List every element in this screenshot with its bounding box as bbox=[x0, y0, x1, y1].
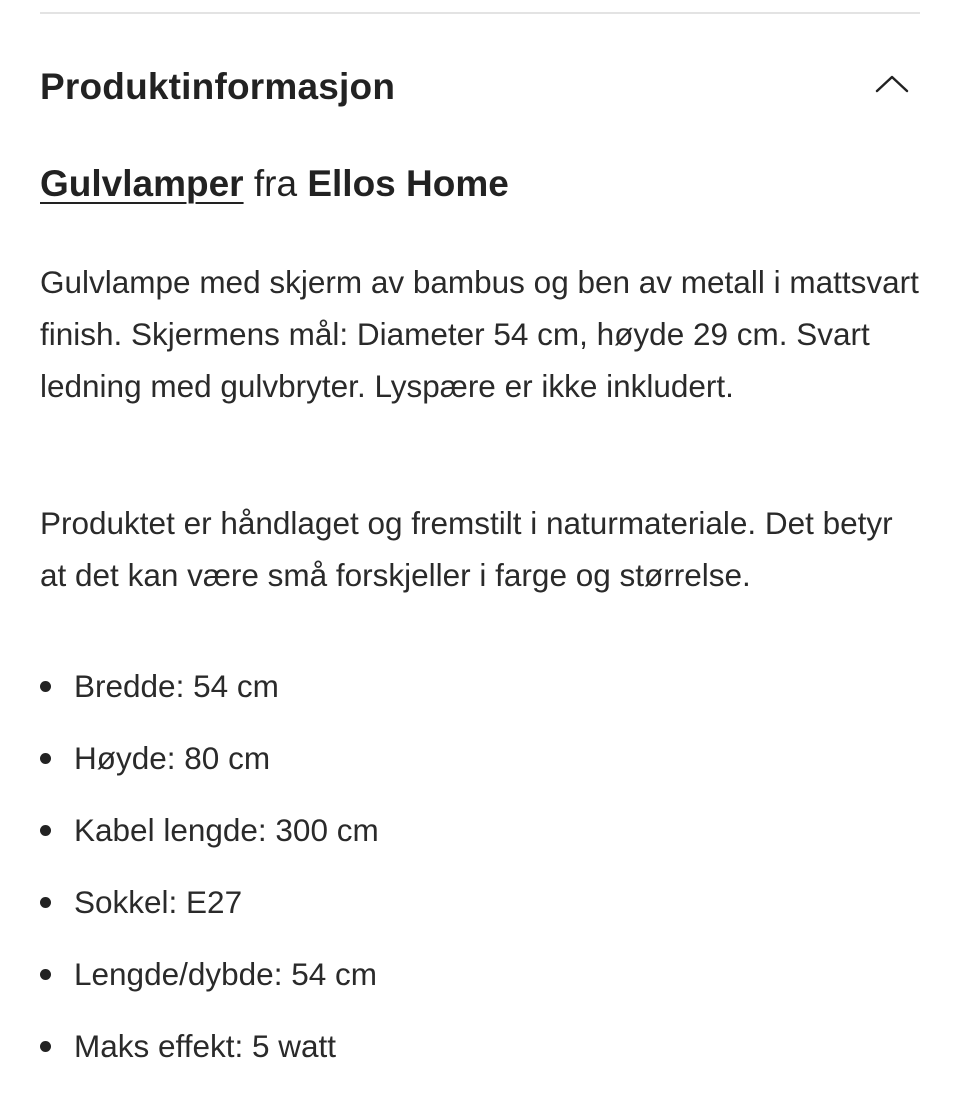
description-paragraph: Produktet er håndlaget og fremstilt i naturmateriale. Det betyr at det kan være små forskjeller i farge og størrelse. bbox=[40, 505, 893, 593]
section-divider bbox=[40, 12, 920, 14]
spec-item bbox=[40, 732, 379, 804]
section-title: Produktinformasjon bbox=[40, 66, 396, 107]
spec-text: Sokkel: E27 bbox=[74, 884, 243, 920]
product-info-accordion-header[interactable] bbox=[40, 60, 920, 116]
category-line bbox=[40, 163, 509, 205]
brand-name: Ellos Home bbox=[307, 163, 509, 204]
description-paragraph: Gulvlampe med skjerm av bambus og ben av metall i mattsvart finish. Skjermens mål: Diameter 54 cm, høyde 29 cm. Svart ledning med gulvbryter. Lyspære er ikke inkludert. bbox=[40, 264, 919, 404]
spec-text: Kabel lengde: 300 cm bbox=[74, 812, 379, 848]
bullet-icon bbox=[40, 825, 51, 836]
spec-list bbox=[40, 660, 379, 1092]
spec-item bbox=[40, 804, 379, 876]
spec-item bbox=[40, 660, 379, 732]
chevron-up-icon[interactable] bbox=[874, 72, 910, 96]
bullet-icon bbox=[40, 1041, 51, 1052]
spec-item bbox=[40, 1020, 379, 1092]
spec-item bbox=[40, 948, 379, 1020]
spec-text: Maks effekt: 5 watt bbox=[74, 1028, 337, 1064]
spec-text: Lengde/dybde: 54 cm bbox=[74, 956, 377, 992]
bullet-icon bbox=[40, 681, 51, 692]
category-link[interactable]: Gulvlamper bbox=[40, 163, 244, 204]
spec-text: Bredde: 54 cm bbox=[74, 668, 279, 704]
bullet-icon bbox=[40, 897, 51, 908]
category-connector: fra bbox=[253, 163, 298, 204]
bullet-icon bbox=[40, 753, 51, 764]
bullet-icon bbox=[40, 969, 51, 980]
spec-text: Høyde: 80 cm bbox=[74, 740, 271, 776]
spec-item bbox=[40, 876, 379, 948]
